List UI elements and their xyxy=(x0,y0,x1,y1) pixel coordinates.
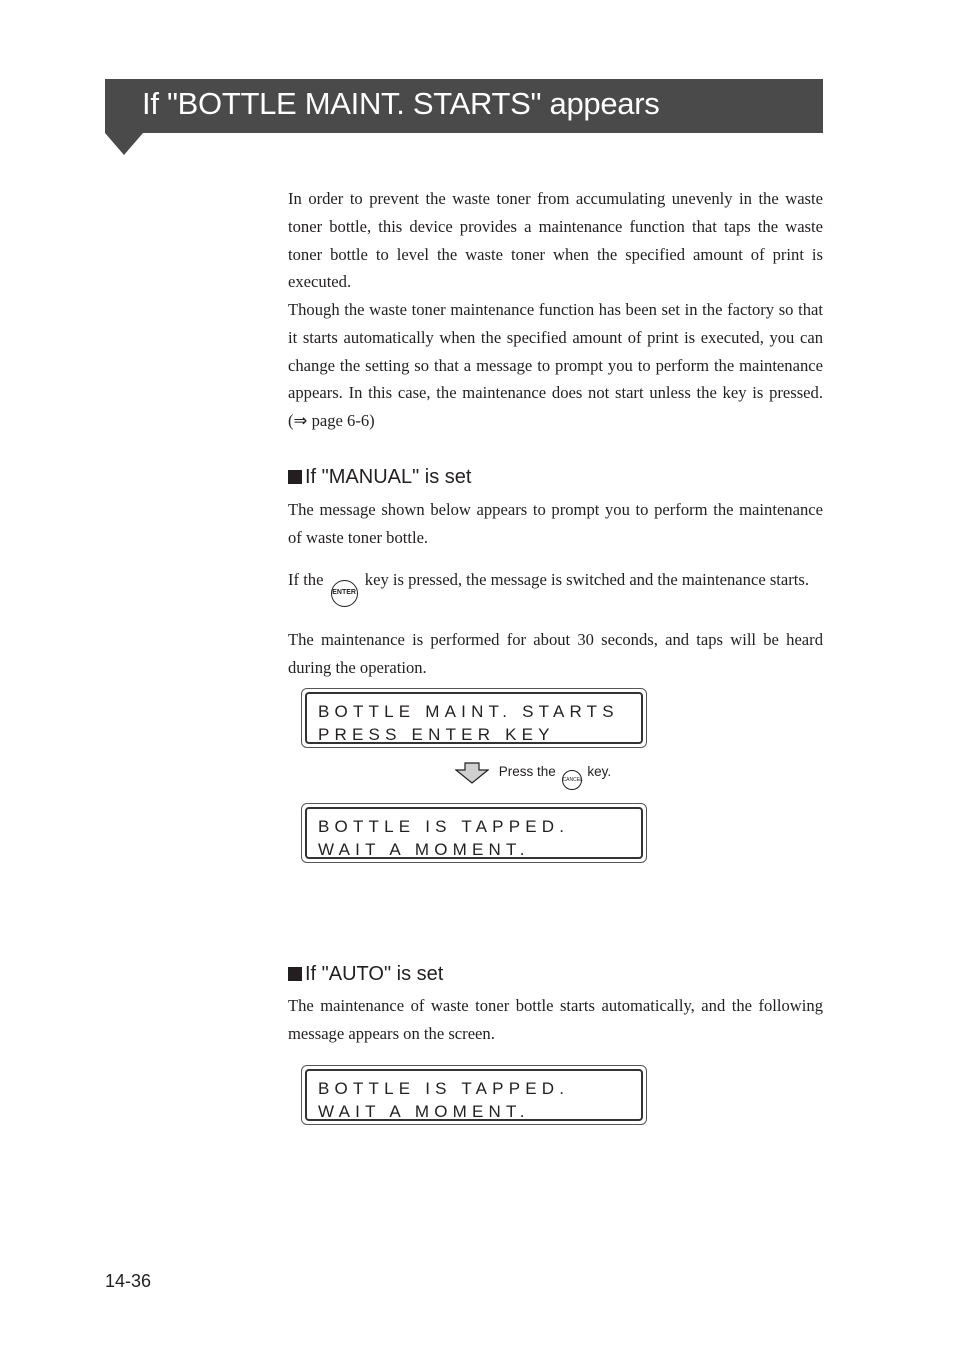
intro-paragraph-2: Though the waste toner maintenance function has been set in the factory so that it starts automatically when the specified amount of print is executed, you can change the setting so that a message to prompt you to perform the maintenance appears. In this case, the maintenance does not start unless the key is pressed. (⇒ page 6-6) xyxy=(288,300,823,431)
auto-heading-text: If "AUTO" is set xyxy=(305,963,444,985)
title-notch-icon xyxy=(105,133,145,157)
lcd-line-2: WAIT A MOMENT. xyxy=(318,840,530,859)
down-arrow-icon xyxy=(455,762,489,784)
square-bullet-icon xyxy=(288,967,302,981)
lcd-display-manual-prompt xyxy=(301,688,647,748)
enter-key-icon: ENTER xyxy=(331,580,358,607)
page-number: 14-36 xyxy=(105,1271,152,1291)
press-before: Press the xyxy=(498,764,556,779)
lcd-line-1: BOTTLE MAINT. STARTS xyxy=(318,702,619,721)
lcd-line-1: BOTTLE IS TAPPED. xyxy=(318,1079,570,1098)
lcd-line-2: WAIT A MOMENT. xyxy=(318,1102,530,1121)
lcd-line-2: PRESS ENTER KEY xyxy=(318,725,555,744)
page-title: If "BOTTLE MAINT. STARTS" appears xyxy=(142,86,660,121)
manual-paragraph-1: The message shown below appears to prompt you to perform the maintenance of waste toner bottle. xyxy=(288,500,823,547)
intro-paragraph-1: In order to prevent the waste toner from accumulating unevenly in the waste toner bottle, this device provides a maintenance function that taps the waste toner bottle to level the waste toner when the specified amount of print is executed. xyxy=(288,189,823,292)
lcd-screen xyxy=(305,807,643,859)
press-after: key. xyxy=(587,764,612,779)
lcd-display-manual-tapping xyxy=(301,803,647,863)
press-key-instruction xyxy=(455,762,611,790)
manual-paragraph-2-after: key is pressed, the message is switched and the maintenance starts. xyxy=(364,570,810,589)
lcd-screen xyxy=(305,692,643,744)
title-underline xyxy=(105,131,823,133)
auto-heading xyxy=(288,963,443,986)
lcd-display-auto-tapping xyxy=(301,1065,647,1125)
manual-paragraph-2-before: If the xyxy=(288,570,324,589)
manual-heading xyxy=(288,466,471,489)
lcd-screen xyxy=(305,1069,643,1121)
auto-paragraph-1: The maintenance of waste toner bottle starts automatically, and the following message appears on the screen. xyxy=(288,996,823,1043)
manual-paragraph-2 xyxy=(288,562,823,607)
manual-paragraph-3: The maintenance is performed for about 30 seconds, and taps will be heard during the operation. xyxy=(288,630,823,677)
square-bullet-icon xyxy=(288,470,302,484)
manual-heading-text: If "MANUAL" is set xyxy=(305,466,472,488)
lcd-line-1: BOTTLE IS TAPPED. xyxy=(318,817,570,836)
cancel-key-icon: CANCEL xyxy=(562,770,582,790)
